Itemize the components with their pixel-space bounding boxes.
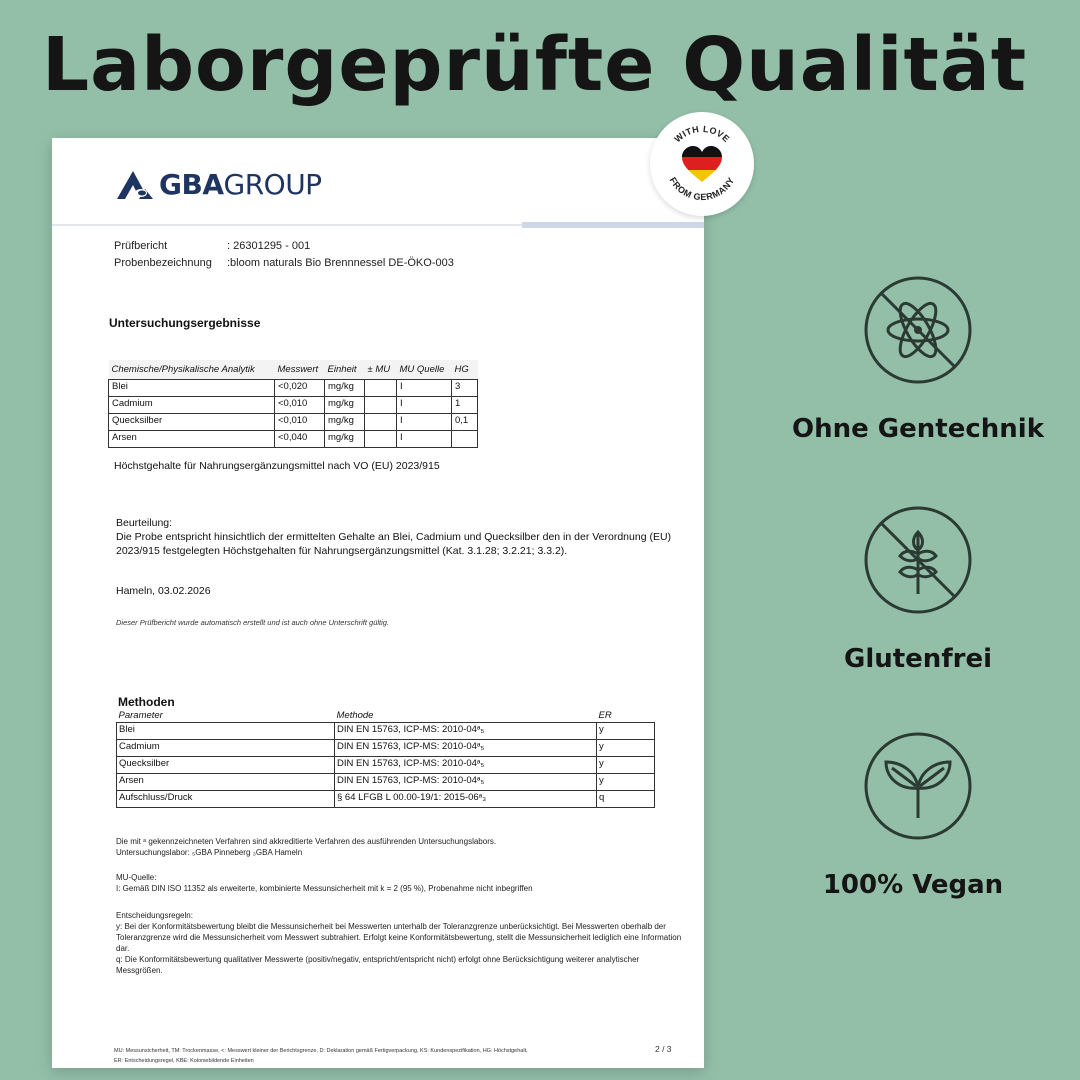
table-cell (365, 397, 397, 414)
table-cell (365, 414, 397, 431)
table-cell: mg/kg (325, 431, 365, 448)
mu-text: I: Gemäß DIN ISO 11352 als erweiterte, kombinierte Messunsicherheit mit k = 2 (95 %), Probenahme nicht inbegriffen (116, 884, 533, 893)
results-header: HG (452, 360, 478, 380)
methods-header: Methode (335, 710, 597, 722)
table-row (109, 431, 478, 448)
table-cell: y (597, 722, 655, 739)
results-header: Einheit (325, 360, 365, 380)
logo-brand-bold: GBA (159, 167, 224, 201)
german-flag-heart-icon (680, 144, 724, 184)
table-cell: Arsen (109, 431, 275, 448)
assessment (116, 516, 696, 558)
accreditation-notes (116, 836, 686, 858)
meta-value: :bloom naturals Bio Brennnessel DE-ÖKO-003 (227, 257, 454, 269)
results-table (108, 360, 478, 448)
methods-header: Parameter (117, 710, 335, 722)
badge-bottom-text: FROM GERMANY (667, 175, 737, 203)
table-cell: DIN EN 15763, ICP-MS: 2010-04ᵃ₅ (335, 773, 597, 790)
table-cell: y (597, 739, 655, 756)
mu-source (116, 872, 686, 894)
methods-title: Methoden (118, 695, 175, 709)
table-row (109, 397, 478, 414)
table-cell: 0,1 (452, 414, 478, 431)
table-cell: DIN EN 15763, ICP-MS: 2010-04ᵃ₅ (335, 722, 597, 739)
table-cell: mg/kg (325, 414, 365, 431)
report-footer (114, 1046, 634, 1066)
table-cell: <0,020 (275, 380, 325, 397)
mu-label: MU-Quelle: (116, 873, 157, 882)
place-date: Hameln, 03.02.2026 (116, 585, 211, 597)
accredited-note: Die mit ᵃ gekennzeichneten Verfahren sind akkreditierte Verfahren des ausführenden Untersuchungslabors. (116, 837, 497, 846)
results-header: MU Quelle (397, 360, 452, 380)
results-header: Messwert (275, 360, 325, 380)
gba-triangle-logo (115, 167, 155, 201)
table-cell: <0,040 (275, 431, 325, 448)
gluten-free-wheat-icon (862, 504, 974, 616)
gba-logo (115, 164, 322, 204)
no-gmo-atom-icon (862, 274, 974, 386)
table-row (117, 790, 655, 807)
decision-rules (116, 910, 686, 976)
page-number: 2 / 3 (655, 1044, 672, 1054)
table-cell: q (597, 790, 655, 807)
rules-q: q: Die Konformitätsbewertung qualitativer Messwerte (positiv/negativ, entspricht/entspricht nicht) erfolgt ohne Berücksichtigung weiterer analytischer Messgrößen. (116, 955, 640, 975)
header-divider (52, 222, 704, 228)
table-cell: mg/kg (325, 380, 365, 397)
table-cell: Quecksilber (117, 756, 335, 773)
table-cell: 3 (452, 380, 478, 397)
table-cell: Aufschluss/Druck (117, 790, 335, 807)
table-cell: I (397, 431, 452, 448)
table-cell (365, 431, 397, 448)
table-cell: Quecksilber (109, 414, 275, 431)
table-cell: 1 (452, 397, 478, 414)
table-row (109, 414, 478, 431)
results-section-title: Untersuchungsergebnisse (109, 316, 261, 330)
lab-note: Untersuchungslabor: ₅GBA Pinneberg ₃GBA Hameln (116, 848, 303, 857)
methods-header-row (117, 710, 655, 722)
rules-y: y: Bei der Konformitätsbewertung bleibt die Messunsicherheit bei Messwerten unterhalb der Toleranzgrenze unberücksichtigt. Bei Messwerten oberhalb der Toleranzgrenze wird die Messunsicherheit vom Messwert subtrahiert. Erfolgt keine Konformitätsbewertung, stellt die Messunsicherheit lediglich eine Information dar. (116, 922, 682, 953)
table-row (117, 722, 655, 739)
vegan-leaves-icon (862, 730, 974, 842)
feature-label: Glutenfrei (843, 644, 992, 674)
table-cell: § 64 LFGB L 00.00-19/1: 2015-06ᵃ₃ (335, 790, 597, 807)
svg-text:WITH LOVE (672, 124, 731, 144)
table-cell: mg/kg (325, 397, 365, 414)
table-row (109, 380, 478, 397)
logo-brand-light: GROUP (223, 167, 322, 201)
table-cell: <0,010 (275, 397, 325, 414)
lab-report-document (52, 138, 704, 1068)
table-cell: Cadmium (117, 739, 335, 756)
table-cell: Cadmium (109, 397, 275, 414)
table-cell: DIN EN 15763, ICP-MS: 2010-04ᵃ₅ (335, 739, 597, 756)
table-cell: I (397, 380, 452, 397)
table-cell: I (397, 414, 452, 431)
meta-label: Probenbezeichnung (114, 257, 212, 269)
badge-graphic (650, 112, 754, 216)
results-header-row (109, 360, 478, 380)
table-cell: <0,010 (275, 414, 325, 431)
limits-note: Höchstgehalte für Nahrungsergänzungsmittel nach VO (EU) 2023/915 (114, 460, 440, 472)
table-row (117, 756, 655, 773)
results-header: ± MU (365, 360, 397, 380)
badge-top-text: WITH LOVE (672, 123, 732, 145)
table-cell (452, 431, 478, 448)
assessment-text: Die Probe entspricht hinsichtlich der ermittelten Gehalte an Blei, Cadmium und Quecksilber den in der Verordnung (EU) 2023/915 festgelegten Höchstgehalten für Nahrungsergänzungsmittel (Kat. 3.1.28; 3.2.21; 3.3.2). (116, 531, 672, 557)
meta-label: Prüfbericht (114, 240, 168, 252)
table-cell: y (597, 773, 655, 790)
table-cell: I (397, 397, 452, 414)
table-row (117, 773, 655, 790)
results-header: Chemische/Physikalische Analytik (109, 360, 275, 380)
rules-label: Entscheidungsregeln: (116, 911, 193, 920)
table-cell: Arsen (117, 773, 335, 790)
feature-label: Ohne Gentechnik (792, 414, 1044, 444)
assessment-label: Beurteilung: (116, 517, 173, 529)
auto-generated-note: Dieser Prüfbericht wurde automatisch erstellt und ist auch ohne Unterschrift gültig. (116, 618, 390, 627)
footer-line: MU: Messunsicherheit, TM: Trockenmasse, <: Messwert kleiner der Berichtsgrenze, D: Deklaration gemäß Fertigverpackung, KS: Kundenspezifikation, HG: Höchstgehalt, (114, 1048, 528, 1054)
table-cell: Blei (109, 380, 275, 397)
table-cell: y (597, 756, 655, 773)
feature-label: 100% Vegan (822, 870, 1004, 900)
methods-header: ER (597, 710, 655, 722)
table-row (117, 739, 655, 756)
report-meta (114, 238, 454, 272)
made-in-germany-badge (650, 112, 754, 216)
page-headline: Laborgeprüfte Qualität (42, 22, 1028, 108)
table-cell: DIN EN 15763, ICP-MS: 2010-04ᵃ₅ (335, 756, 597, 773)
table-cell (365, 380, 397, 397)
footer-line: ER: Entscheidungsregel, KBE: Koloniebildende Einheiten (114, 1058, 254, 1064)
methods-table (116, 710, 655, 808)
meta-value: : 26301295 - 001 (227, 240, 311, 252)
table-cell: Blei (117, 722, 335, 739)
